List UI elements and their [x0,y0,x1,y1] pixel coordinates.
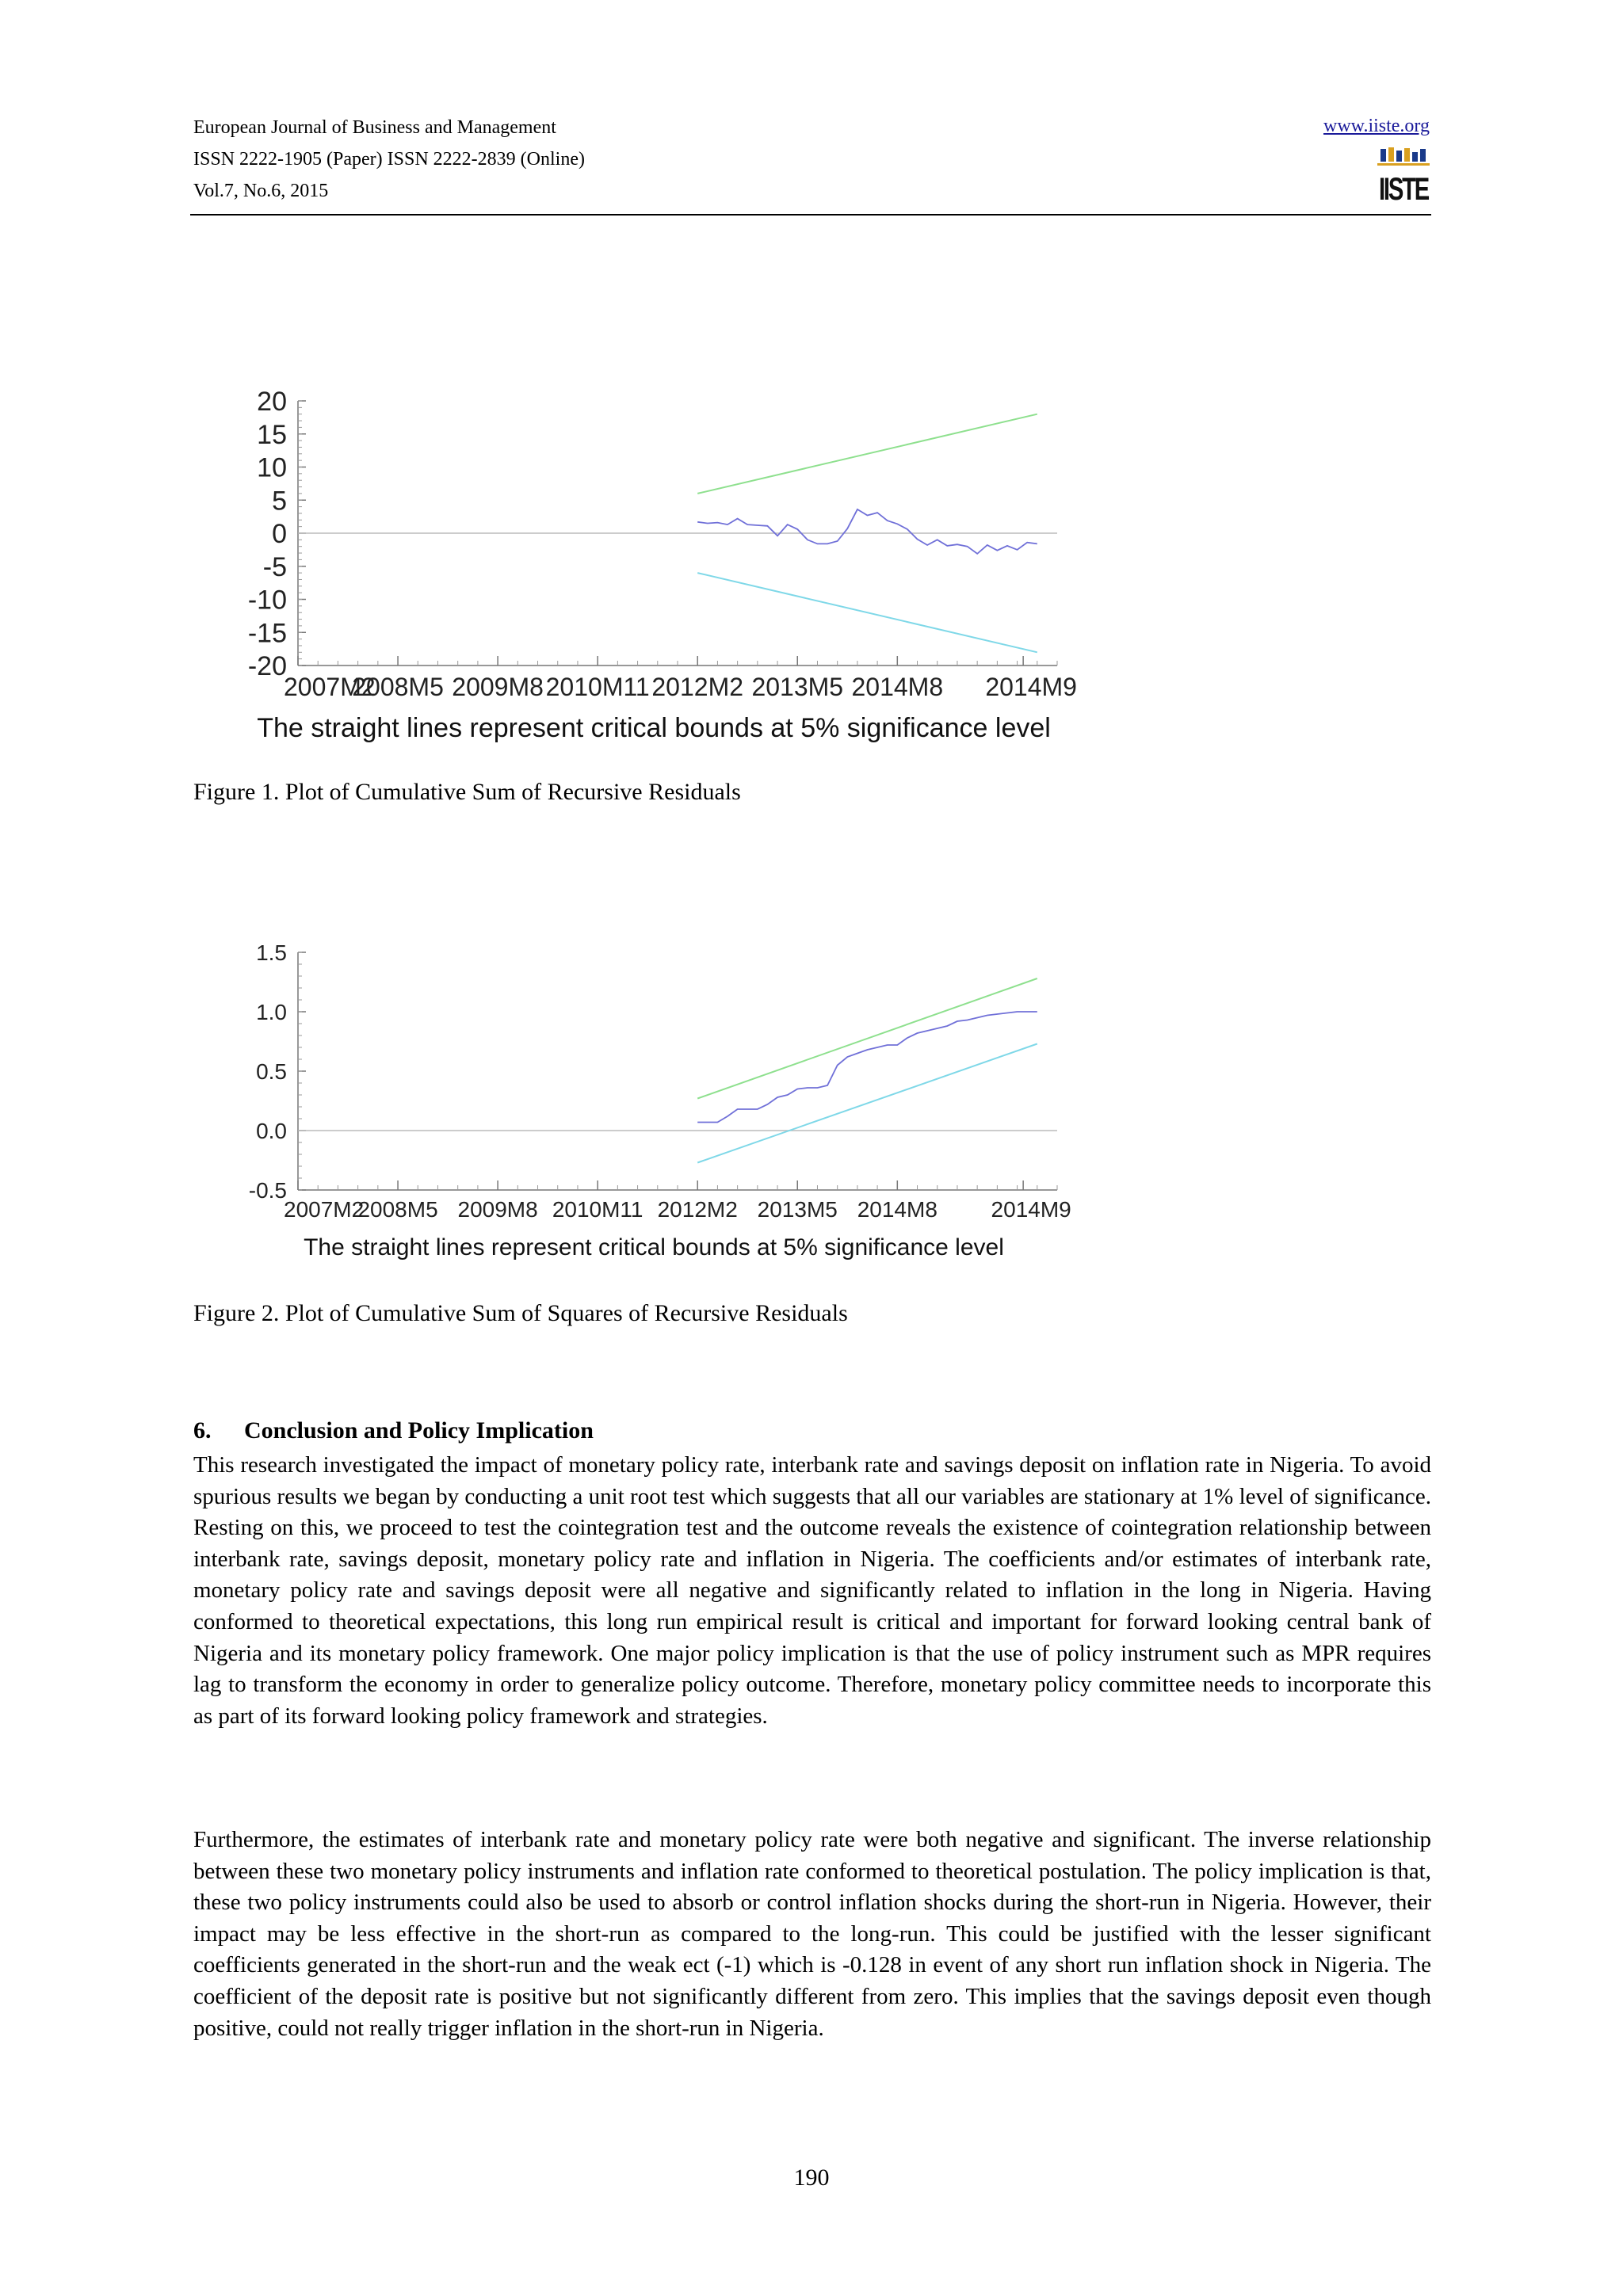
x-tick-label: 2009M8 [452,673,544,701]
y-tick-label: -5 [262,551,287,582]
x-tick-label: 2013M5 [757,1197,838,1222]
y-tick-label: 20 [257,387,287,418]
x-tick-label: 2013M5 [751,673,844,701]
lower-bound-line [697,1044,1037,1163]
series-line [697,1012,1037,1123]
section-title: Conclusion and Policy Implication [244,1417,594,1444]
y-tick-label: 5 [272,486,287,517]
header-rule [190,214,1431,215]
iiste-logo [1377,146,1430,206]
figure-2-chart [230,935,1125,1277]
upper-bound-line [697,978,1037,1099]
logo-wordmark: IISTE [1379,172,1430,207]
x-tick-label: 2007M2 [284,673,376,701]
cusum-chart-svg [230,379,1125,753]
series-line [697,509,1037,554]
y-tick-label: 10 [257,452,287,483]
paragraph-1: This research investigated the impact of monetary policy rate, interbank rate and savings deposit on inflation rate in Nigeria. To avoid spurious results we began by conducting a unit root test which suggests that all our variables are stationary at 1% level of significance. Resting on this, we proceed to test the cointegration test and the outcome reveals the existence of cointegration relationship between interbank rate, savings deposit, monetary policy rate and inflation in Nigeria. The coefficients and/or estimates of interbank rate, monetary policy rate and savings deposit were all negative and significantly related to inflation in the long in Nigeria. Having conformed to theoretical expectations, this long run empirical result is critical and important for forward looking central bank of Nigeria and its monetary policy framework. One major policy implication is that the use of policy instrument such as MPR requires lag to transform the economy in order to generalize policy outcome. Therefore, monetary policy committee needs to incorporate this as part of its forward looking policy framework and strategies. [193,1452,1431,1729]
figure-1-caption: Figure 1. Plot of Cumulative Sum of Recursive Residuals [193,779,741,805]
y-tick-label: 1.0 [256,1000,287,1025]
x-tick-label: 2014M8 [851,673,944,701]
y-tick-label: -20 [247,651,287,682]
chart-note: The straight lines represent critical bounds at 5% significance level [304,1234,1004,1261]
y-tick-label: 15 [257,419,287,450]
journal-title: European Journal of Business and Management [193,117,556,138]
y-tick-label: 0.5 [256,1059,287,1085]
website-link[interactable]: www.iiste.org [1323,116,1430,136]
figure-2-caption: Figure 2. Plot of Cumulative Sum of Squares of Recursive Residuals [193,1300,848,1326]
x-tick-label: 2009M8 [457,1197,538,1222]
x-tick-label: 2014M9 [991,1197,1071,1222]
section-heading [193,1417,594,1445]
figure-1-chart [230,379,1125,753]
y-tick-label: -15 [247,618,287,649]
upper-bound-line [697,414,1037,494]
lower-bound-line [697,573,1037,652]
x-tick-label: 2014M8 [857,1197,938,1222]
y-tick-label: 1.5 [256,940,287,966]
paragraph-2: Furthermore, the estimates of interbank rate and monetary policy rate were both negative and significant. The inverse relationship between these two monetary policy instruments and inflation rate conformed to theoretical postulation. The policy implication is that, these two policy instruments could also be used to absorb or control inflation shocks during the short-run in Nigeria. However, their impact may be less effective in the short-run as compared to the long-run. This could be justified with the lesser significant coefficients generated in the short-run and the weak ect (-1) which is -0.128 in event of any short run inflation shock in Nigeria. The coefficient of the deposit rate is positive but not significantly different from zero. This implies that the savings deposit even though positive, could not really trigger inflation in the short-run in Nigeria. [193,1827,1431,2041]
chart-note: The straight lines represent critical bounds at 5% significance level [257,713,1051,743]
volume-line: Vol.7, No.6, 2015 [193,181,329,201]
y-tick-label: 0 [272,519,287,550]
y-tick-label: 0.0 [256,1119,287,1144]
x-tick-label: 2010M11 [545,673,650,701]
x-tick-label: 2012M2 [657,1197,738,1222]
x-tick-label: 2014M9 [985,673,1077,701]
x-tick-label: 2008M5 [352,673,444,701]
x-tick-label: 2007M2 [284,1197,365,1222]
section-number: 6. [193,1417,212,1444]
x-tick-label: 2008M5 [357,1197,438,1222]
y-tick-label: -0.5 [248,1178,287,1203]
issn-line: ISSN 2222-1905 (Paper) ISSN 2222-2839 (Online) [193,149,585,170]
x-tick-label: 2010M11 [552,1197,643,1222]
page-number: 190 [793,2164,830,2191]
y-tick-label: -10 [247,585,287,616]
x-tick-label: 2012M2 [651,673,744,701]
cusumsq-chart-svg [230,935,1125,1277]
